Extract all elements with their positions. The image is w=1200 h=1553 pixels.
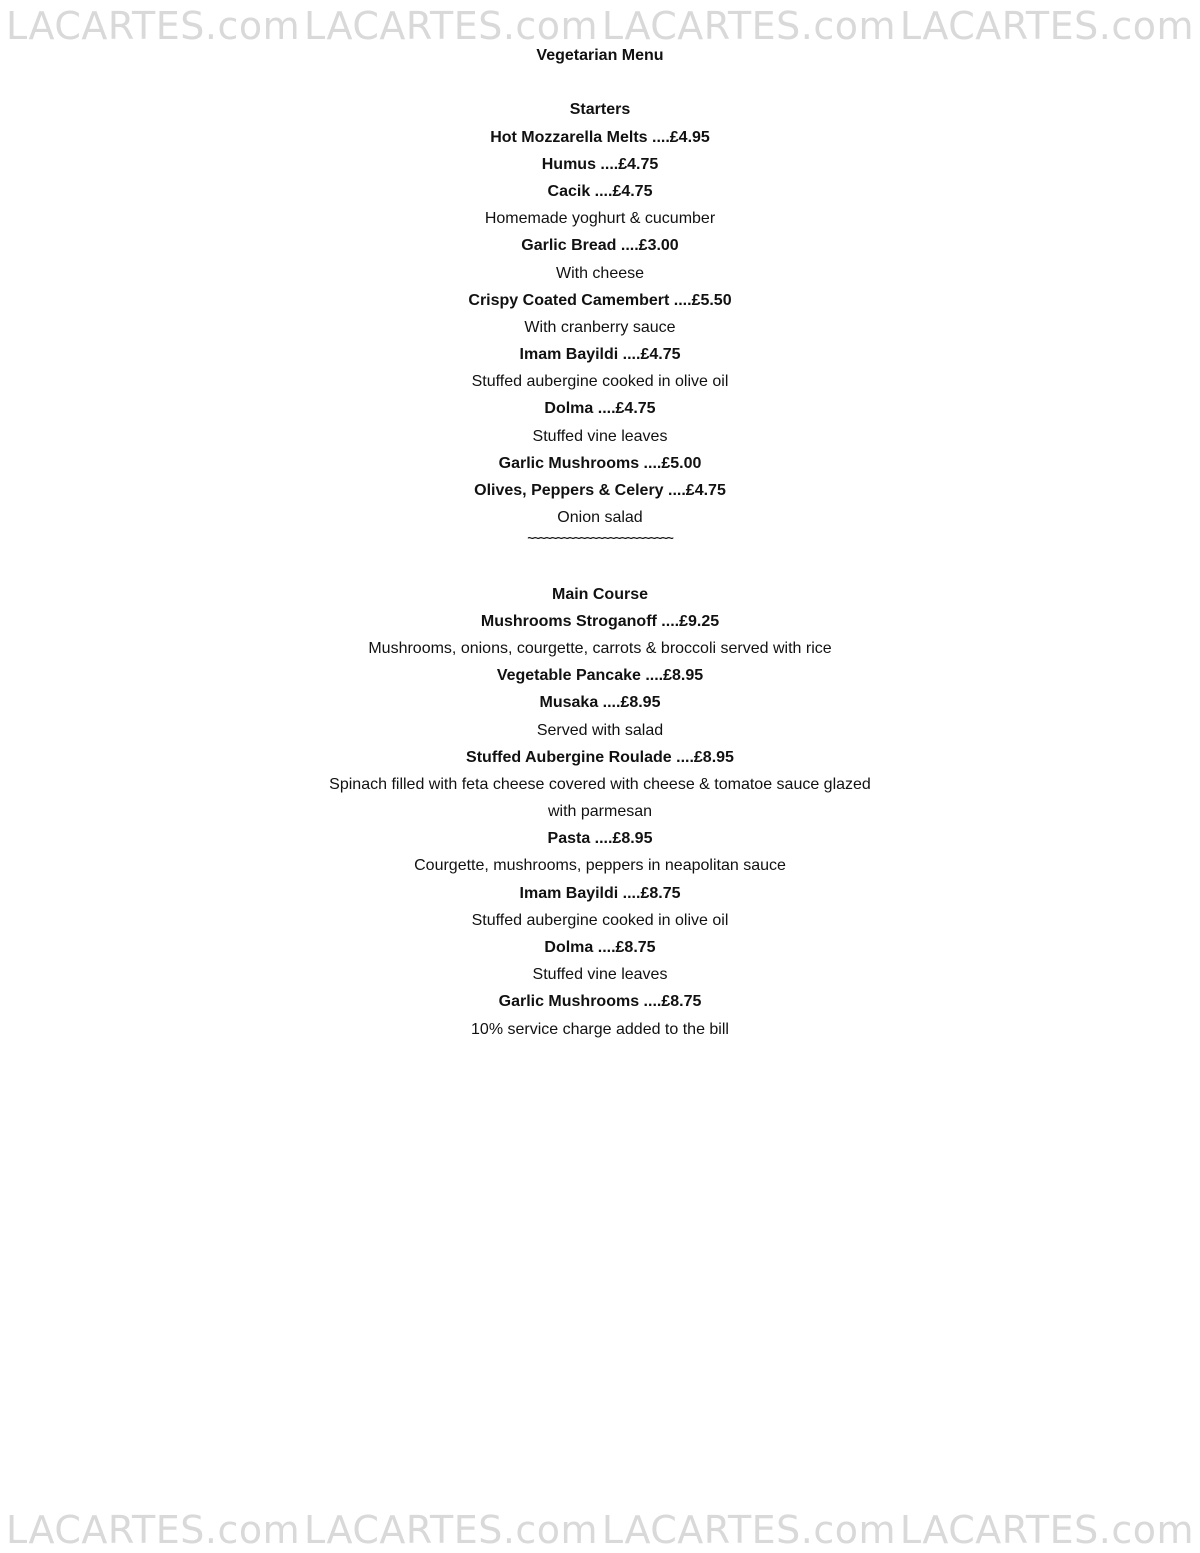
- menu-item-name: Garlic Bread ....£3.00: [521, 237, 679, 255]
- watermark-text: LACARTES.com: [6, 1508, 301, 1552]
- watermark-text: LACARTES.com: [899, 4, 1194, 48]
- section-divider: ~~~~~~~~~~~~~~~~~~~~~~~~~: [527, 531, 673, 546]
- main-course-heading: Main Course: [551, 585, 648, 603]
- menu-item-name: Hot Mozzarella Melts ....£4.95: [490, 128, 710, 146]
- menu-item-description: With cranberry sauce: [524, 318, 676, 336]
- menu-item-name: Cacik ....£4.75: [547, 182, 653, 200]
- watermark-text: LACARTES.com: [601, 4, 897, 48]
- menu-item-description: Courgette, mushrooms, peppers in neapolitan sauce: [414, 857, 786, 875]
- menu-item-name: Crispy Coated Camembert ....£5.50: [468, 291, 732, 309]
- menu-item-description: Stuffed vine leaves: [532, 966, 668, 984]
- menu-item-name: Imam Bayildi ....£8.75: [519, 884, 681, 902]
- menu-item-name: Dolma ....£8.75: [544, 939, 656, 956]
- menu-item-name: Mushrooms Stroganoff ....£9.25: [480, 612, 720, 630]
- spacer: [0, 553, 1200, 580]
- menu-item-name: Pasta ....£8.95: [547, 830, 653, 848]
- menu-item-description: Stuffed vine leaves: [532, 427, 668, 445]
- menu-document: [0, 42, 1200, 1043]
- menu-item-name: Garlic Mushrooms ....£5.00: [498, 454, 702, 472]
- watermark-text: LACARTES.com: [601, 1508, 897, 1552]
- watermark-text: LACARTES.com: [6, 4, 301, 48]
- watermark-text: LACARTES.com: [899, 1508, 1194, 1552]
- watermark-bottom: [0, 1508, 1200, 1552]
- menu-item-description: Mushrooms, onions, courgette, carrots & broccoli served with rice: [368, 639, 832, 657]
- menu-item-name: Vegetable Pancake ....£8.95: [496, 667, 704, 685]
- menu-title: Vegetarian Menu: [536, 47, 664, 64]
- watermark-text: LACARTES.com: [303, 4, 599, 48]
- menu-item-description: Served with salad: [536, 721, 664, 739]
- menu-item-description: Stuffed aubergine cooked in olive oil: [471, 911, 729, 929]
- starters-heading: Starters: [569, 101, 631, 119]
- menu-item-name: Humus ....£4.75: [541, 155, 659, 173]
- menu-item-name: Stuffed Aubergine Roulade ....£8.95: [466, 748, 734, 766]
- menu-item-name: Imam Bayildi ....£4.75: [519, 346, 681, 364]
- menu-item-name: Dolma ....£4.75: [544, 400, 656, 418]
- menu-item-name: Musaka ....£8.95: [539, 694, 661, 712]
- menu-item-description: Onion salad: [557, 509, 643, 527]
- spacer: [0, 69, 1200, 96]
- menu-item-description: Stuffed aubergine cooked in olive oil: [471, 373, 729, 391]
- menu-item-description: Spinach filled with feta cheese covered with cheese & tomatoe sauce glazed: [329, 775, 871, 793]
- menu-item-description: Homemade yoghurt & cucumber: [484, 210, 716, 228]
- menu-item-description: With cheese: [555, 264, 645, 282]
- menu-item-name: Olives, Peppers & Celery ....£4.75: [474, 482, 726, 499]
- menu-item-name: Garlic Mushrooms ....£8.75: [498, 993, 702, 1011]
- menu-item-description: with parmesan: [547, 803, 653, 821]
- watermark-text: LACARTES.com: [303, 1508, 599, 1552]
- service-charge-note: 10% service charge added to the bill: [471, 1020, 729, 1038]
